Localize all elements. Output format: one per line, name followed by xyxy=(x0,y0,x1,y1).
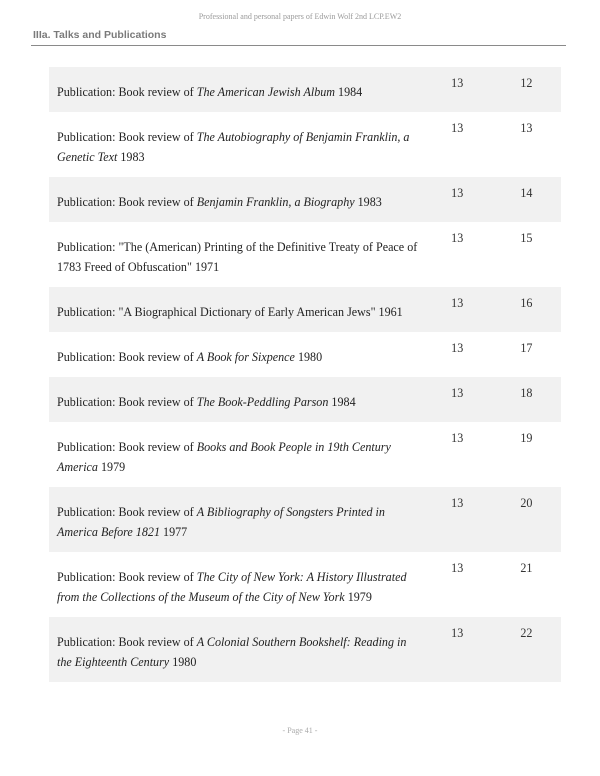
work-title: The Book-Peddling Parson xyxy=(196,395,329,409)
year: 1977 xyxy=(160,525,188,539)
running-header: Professional and personal papers of Edwin Wolf 2nd LCP.EW2 xyxy=(198,12,402,21)
folder-number: 22 xyxy=(520,626,533,640)
table-row xyxy=(49,67,561,112)
folder-number: 20 xyxy=(520,496,533,510)
box-number: 13 xyxy=(451,231,464,245)
description-text: Publication: Book review of xyxy=(57,440,197,454)
folder-number: 13 xyxy=(520,121,533,135)
description-text: Publication: Book review of xyxy=(57,130,197,144)
table-row xyxy=(49,552,561,617)
work-title: The City of New York: A History Illustrated from the Collections of the Museum of the City of New York xyxy=(57,570,407,604)
publications-table xyxy=(49,67,561,682)
work-title: Benjamin Franklin, a Biography xyxy=(196,195,355,209)
description-text: Publication: Book review of xyxy=(57,350,197,364)
section-title: IIIa. Talks and Publications xyxy=(33,29,167,41)
description-text: Publication: Book review of xyxy=(57,505,197,519)
table-row xyxy=(49,422,561,487)
description-text: Publication: "A Biographical Dictionary of Early American Jews" 1961 xyxy=(57,305,403,319)
box-number: 13 xyxy=(451,76,464,90)
box-number: 13 xyxy=(451,186,464,200)
table-row xyxy=(49,177,561,222)
item-description xyxy=(49,385,423,422)
item-description xyxy=(49,430,423,487)
table-row xyxy=(49,617,561,682)
year: 1979 xyxy=(344,590,372,604)
item-description xyxy=(49,295,423,332)
year: 1980 xyxy=(294,350,323,364)
box-number: 13 xyxy=(451,561,464,575)
description-text: Publication: Book review of xyxy=(57,195,197,209)
work-title: A Colonial Southern Bookshelf: Reading in the Eighteenth Century xyxy=(57,635,407,669)
table-row xyxy=(49,112,561,177)
year: 1980 xyxy=(169,655,197,669)
folder-number: 21 xyxy=(520,561,533,575)
page-number: - Page 41 - xyxy=(282,726,318,735)
folder-number: 15 xyxy=(520,231,533,245)
folder-number: 19 xyxy=(520,431,533,445)
table-row xyxy=(49,487,561,552)
folder-number: 14 xyxy=(520,186,533,200)
item-description xyxy=(49,625,423,682)
box-number: 13 xyxy=(451,626,464,640)
table-row xyxy=(49,377,561,422)
box-number: 13 xyxy=(451,296,464,310)
folder-number: 16 xyxy=(520,296,533,310)
year: 1984 xyxy=(328,395,356,409)
year: 1984 xyxy=(335,85,363,99)
header-divider xyxy=(31,45,566,46)
year: 1979 xyxy=(97,460,126,474)
description-text: Publication: Book review of xyxy=(57,395,197,409)
item-description xyxy=(49,185,423,222)
item-description xyxy=(49,340,423,377)
description-text: Publication: "The (American) Printing of the Definitive Treaty of Peace of 1783 Freed of Obfuscation" 1971 xyxy=(57,240,418,274)
year: 1983 xyxy=(354,195,382,209)
box-number: 13 xyxy=(451,121,464,135)
box-number: 13 xyxy=(451,386,464,400)
folder-number: 12 xyxy=(520,76,533,90)
work-title: A Book for Sixpence xyxy=(196,350,295,364)
item-description xyxy=(49,120,423,177)
folder-number: 17 xyxy=(520,341,533,355)
box-number: 13 xyxy=(451,496,464,510)
year: 1983 xyxy=(117,150,145,164)
item-description xyxy=(49,75,423,112)
item-description xyxy=(49,495,423,552)
item-description xyxy=(49,560,423,617)
folder-number: 18 xyxy=(520,386,533,400)
table-row xyxy=(49,222,561,287)
work-title: A Bibliography of Songsters Printed in America Before 1821 xyxy=(57,505,385,539)
description-text: Publication: Book review of xyxy=(57,570,197,584)
table-row xyxy=(49,332,561,377)
item-description xyxy=(49,230,423,287)
table-row xyxy=(49,287,561,332)
box-number: 13 xyxy=(451,341,464,355)
work-title: The Autobiography of Benjamin Franklin, a Genetic Text xyxy=(57,130,410,164)
description-text: Publication: Book review of xyxy=(57,85,197,99)
work-title: The American Jewish Album xyxy=(196,85,336,99)
description-text: Publication: Book review of xyxy=(57,635,197,649)
box-number: 13 xyxy=(451,431,464,445)
work-title: Books and Book People in 19th Century America xyxy=(57,440,391,474)
